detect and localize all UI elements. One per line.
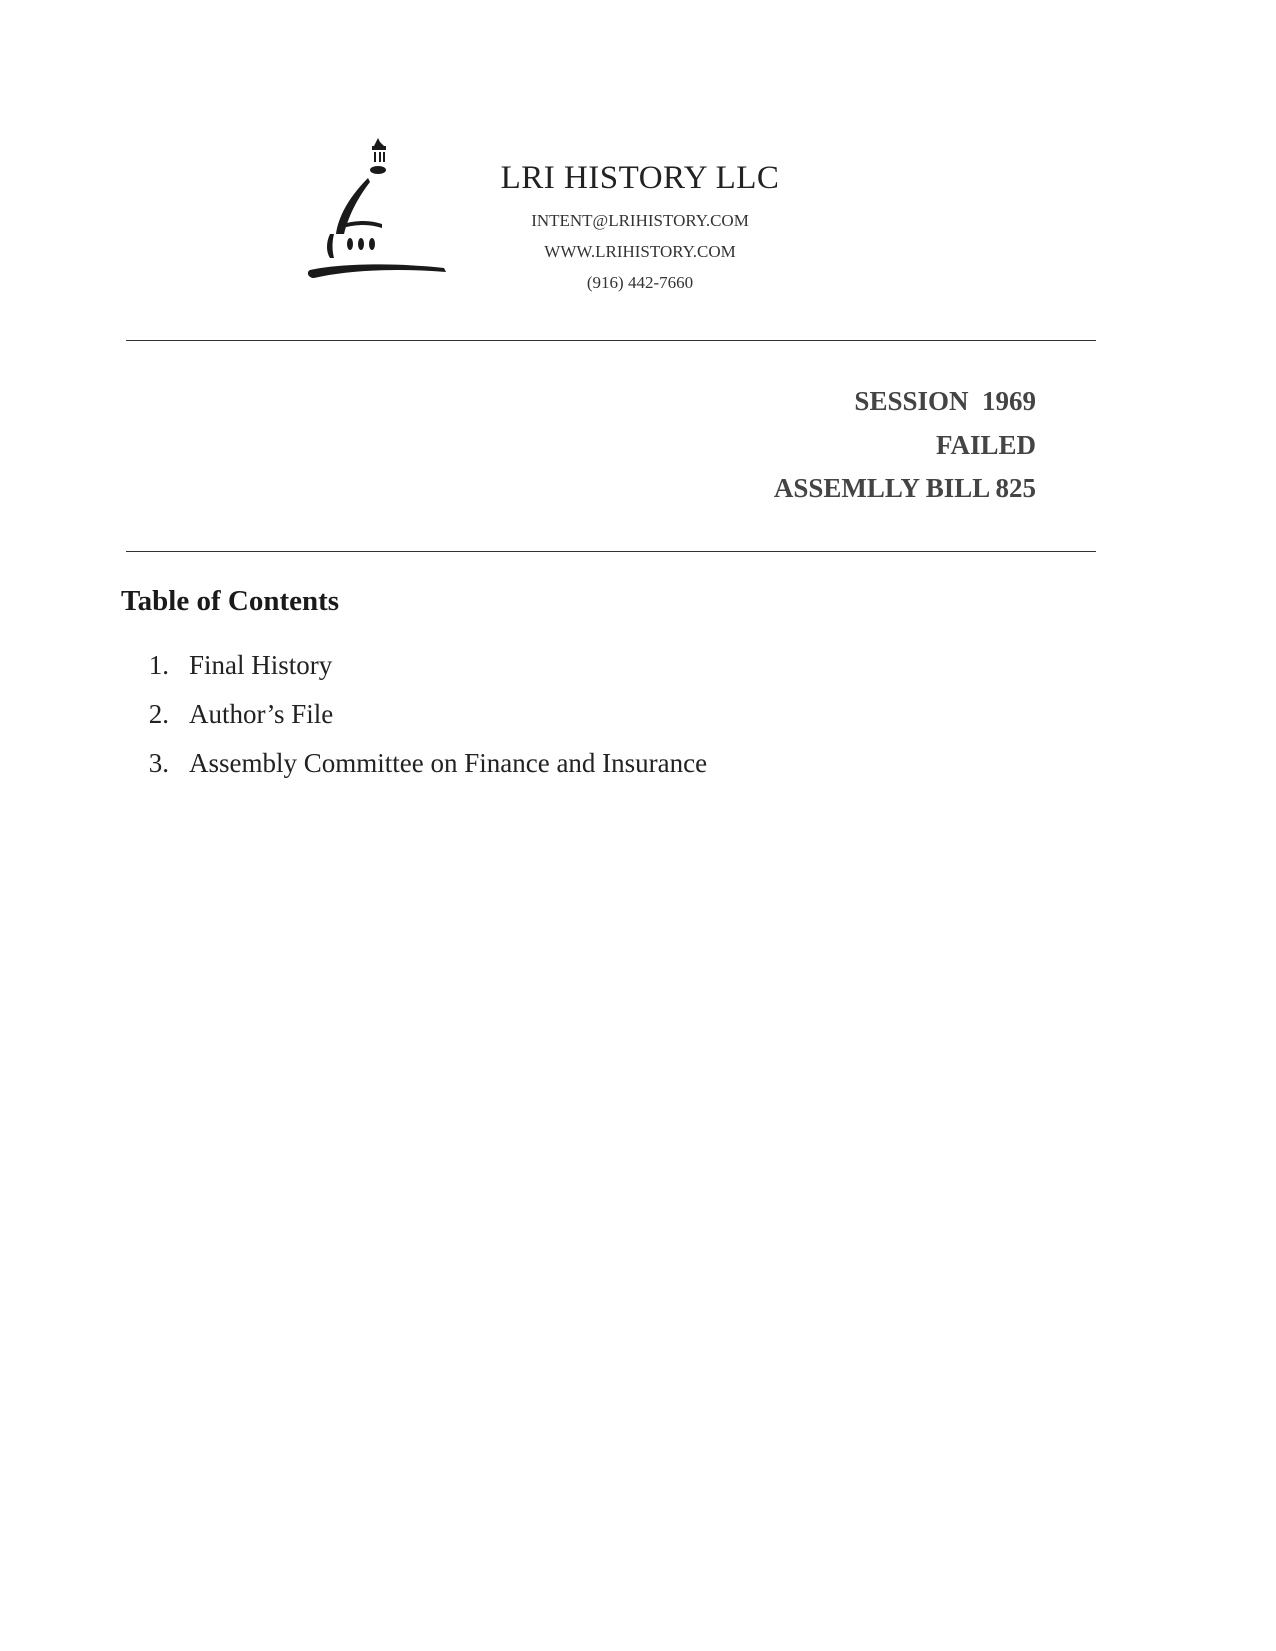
bill-status: FAILED — [935, 430, 1036, 460]
toc-list — [121, 650, 707, 797]
contact-phone: (916) 442-7660 — [586, 273, 694, 292]
bill-session: SESSION 1969 — [854, 386, 1036, 416]
bottom-divider — [126, 551, 1096, 552]
toc-item-label: Assembly Committee on Finance and Insurance — [189, 748, 708, 778]
toc-item — [121, 650, 707, 699]
toc-item-label: Final History — [189, 650, 333, 680]
toc-heading: Table of Contents — [121, 585, 340, 617]
bill-number: ASSEMLLY BILL 825 — [773, 473, 1036, 503]
toc-item-number: 1. — [148, 650, 169, 680]
letterhead — [0, 0, 1276, 320]
top-divider — [126, 340, 1096, 341]
company-name: LRI HISTORY LLC — [500, 160, 780, 196]
capitol-dome-icon — [308, 138, 456, 293]
contact-website: WWW.LRIHISTORY.COM — [544, 242, 736, 261]
contact-email: INTENT@LRIHISTORY.COM — [531, 211, 749, 230]
toc-item-number: 3. — [148, 748, 169, 778]
toc-item — [121, 748, 707, 797]
toc-item-number: 2. — [148, 699, 169, 729]
toc-item — [121, 699, 707, 748]
toc-item-label: Author’s File — [189, 699, 334, 729]
